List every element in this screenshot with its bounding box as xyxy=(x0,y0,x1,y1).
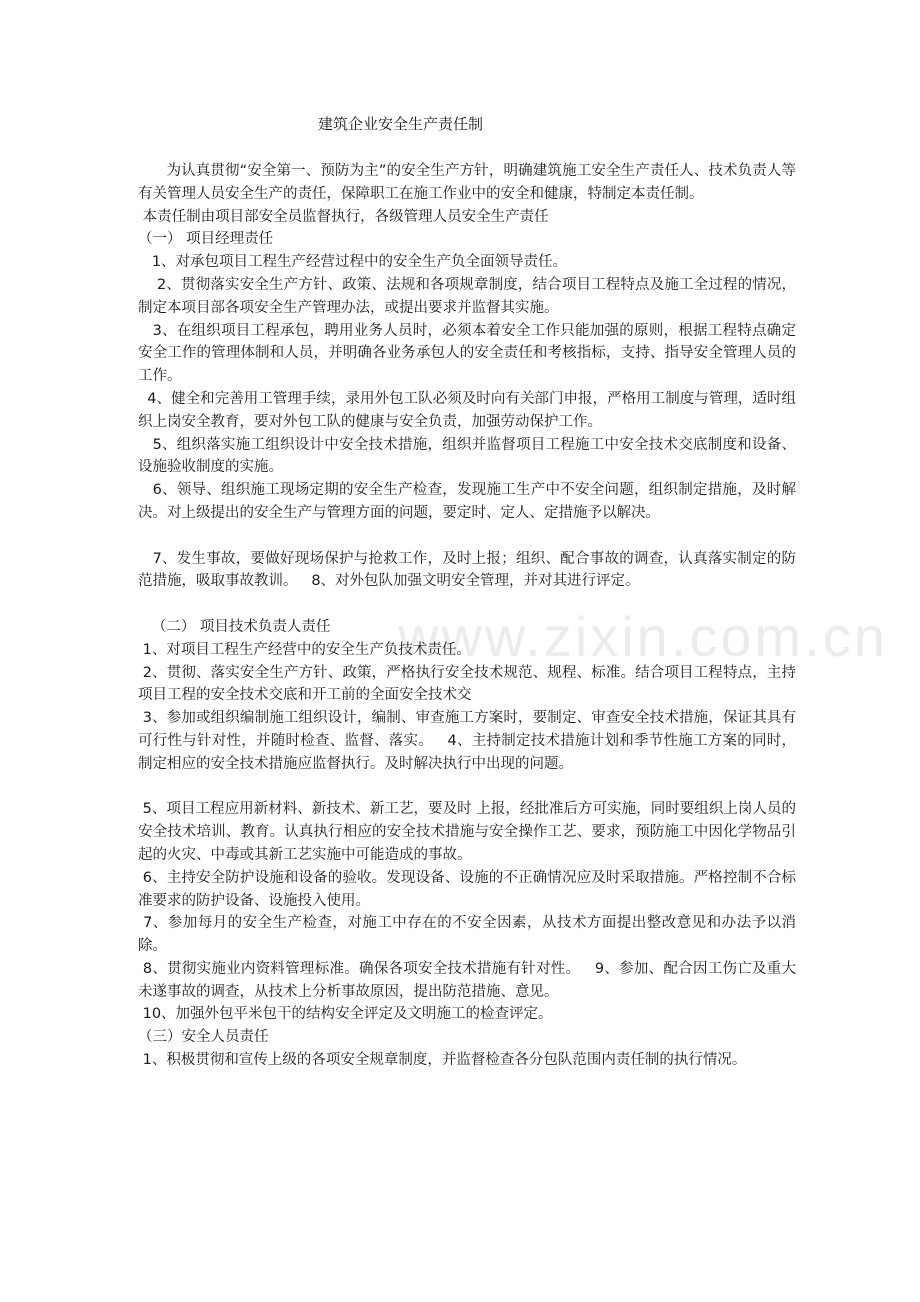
paragraph: 8、贯彻实施业内资料管理标准。确保各项安全技术措施有针对性。 9、参加、配合因工伤亡及重大未遂事故的调查，从技术上分析事故原因，提出防范措施、意见。 xyxy=(138,960,797,1000)
paragraph: 10、加强外包平米包干的结构安全评定及文明施工的检查评定。 xyxy=(138,1006,553,1023)
paragraph: （三）安全人员责任 xyxy=(138,1029,269,1046)
paragraph: 2、贯彻、落实安全生产方针、政策，严格执行安全技术规范、规程、标准。结合项目工程特点，主持项目工程的安全技术交底和开工前的全面安全技术交 xyxy=(138,664,796,704)
paragraph: 5、项目工程应用新材料、新技术、新工艺，要及时 上报，经批准后方可实施，同时要组织上岗人员的安全技术培训、教育。认真执行相应的安全技术措施与安全操作工艺、要求，预防施工中因化学物品引起的火灾、中毒或其新工艺实施中可能造成的事故。 xyxy=(138,801,796,863)
blank-line xyxy=(138,776,796,799)
paragraph: 1、对项目工程生产经营中的安全生产负技术责任。 xyxy=(138,641,471,658)
paragraph: 为认真贯彻“安全第一、预防为主”的安全生产方针，明确建筑施工安全生产责任人、技术负责人等有关管理人员安全生产的责任，保障职工在施工作业中的安全和健康，特制定本责任制。 xyxy=(138,163,796,202)
paragraph: 6、领导、组织施工现场定期的安全生产检查，发现施工生产中不安全问题，组织制定措施，及时解决。对上级提出的安全生产与管理方面的问题，要定时、定人、定措施予以解决。 xyxy=(138,482,796,521)
paragraph: （一） 项目经理责任 xyxy=(138,231,274,248)
paragraph: 3、参加或组织编制施工组织设计，编制、审查施工方案时，要制定、审查安全技术措施，保证其具有可行性与针对性，并随时检查、监督、落实。 4、主持制定技术措施计划和季节性施工方案的同时，制定相应的安全技术措施应监督执行。及时解决执行中出现的问题。 xyxy=(138,710,796,772)
paragraph: 1、对承包项目工程生产经营过程中的安全生产负全面领导责任。 xyxy=(138,254,568,271)
blank-line xyxy=(138,525,796,548)
paragraph: 6、主持安全防护设施和设备的验收。发现设备、设施的不正确情况应及时采取措施。严格控制不合标准要求的防护设备、设施投入使用。 xyxy=(138,869,796,909)
paragraph: 3、在组织项目工程承包，聘用业务人员时，必须本着安全工作只能加强的原则，根据工程特点确定安全工作的管理体制和人员，并明确各业务承包人的安全责任和考核指标，支持、指导安全管理人员的工作。 xyxy=(138,322,796,385)
paragraph: 7、参加每月的安全生产检查，对施工中存在的不安全因素，从技术方面提出整改意见和办法予以消除。 xyxy=(138,915,797,955)
paragraph: 5、组织落实施工组织设计中安全技术措施，组织并监督项目工程施工中安全技术交底制度和设备、设施验收制度的实施。 xyxy=(138,436,796,476)
paragraph: 1、积极贯彻和宣传上级的各项安全规章制度，并监督检查各分包队范围内责任制的执行情况。 xyxy=(138,1052,747,1069)
paragraph: （二） 项目技术负责人责任 xyxy=(138,618,331,635)
paragraph: 4、健全和完善用工管理手续，录用外包工队必须及时向有关部门申报，严格用工制度与管理，适时组织上岗安全教育，要对外包工队的健康与安全负责，加强劳动保护工作。 xyxy=(138,390,796,430)
watermark: www.zixin.com.cn xyxy=(398,605,888,668)
document-body xyxy=(138,160,796,1072)
paragraph: 7、发生事故，要做好现场保护与抢救工作，及时上报；组织、配合事故的调查，认真落实制定的防范措施，吸取事故教训。 8、对外包队加强文明安全管理，并对其进行评定。 xyxy=(138,550,796,590)
paragraph: 2、贯彻落实安全生产方针、政策、法规和各项规章制度，结合项目工程特点及施工全过程的情况，制定本项目部各项安全生产管理办法，或提出要求并监督其实施。 xyxy=(138,276,796,316)
paragraph: 本责任制由项目部安全员监督执行，各级管理人员安全生产责任 xyxy=(138,208,549,225)
blank-line xyxy=(138,593,796,616)
document-title: 建筑企业安全生产责任制 xyxy=(318,115,484,133)
